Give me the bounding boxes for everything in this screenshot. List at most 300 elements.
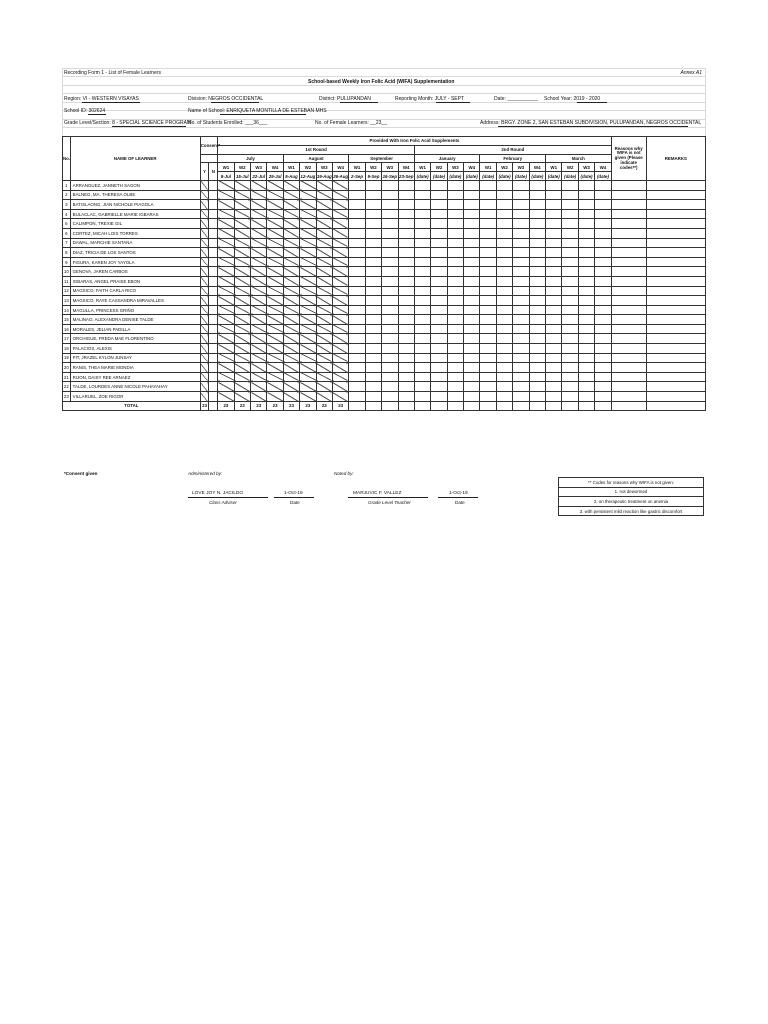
date-header: (date): [595, 172, 611, 181]
week-cell: [496, 267, 512, 277]
week-cell: [562, 267, 578, 277]
total-week-cell: 23: [300, 401, 316, 411]
week-cell: [562, 200, 578, 210]
reasons-header: Reasons why WIFA is not given (Please indicate codes**): [611, 137, 646, 181]
week-cell: [267, 305, 283, 315]
week-cell: [562, 315, 578, 325]
week-cell: [447, 248, 463, 258]
week-cell: [464, 324, 480, 334]
learner-no: 17: [63, 334, 71, 344]
week-cell: [332, 353, 348, 363]
week-cell: [234, 286, 250, 296]
adviser-date: 1-Oct-19: [284, 491, 303, 496]
week-cell: [283, 344, 299, 354]
week-cell: [234, 276, 250, 286]
week-cell: [546, 180, 562, 190]
week-cell: [464, 315, 480, 325]
learner-name: GENOVA, JAREN CARBOS: [70, 267, 200, 277]
week-cell: [431, 286, 447, 296]
total-week-cell: [349, 401, 365, 411]
week-cell: [300, 344, 316, 354]
date-header: (date): [496, 172, 512, 181]
week-cell: [316, 344, 332, 354]
total-week-cell: [595, 401, 611, 411]
week-cell: [464, 190, 480, 200]
week-cell: [529, 382, 545, 392]
week-cell: [578, 296, 594, 306]
week-cell: [447, 238, 463, 248]
consent-n-cell: [209, 200, 218, 210]
learner-name: DAWAL, MARCHIE SANTANA: [70, 238, 200, 248]
week-cell: [578, 372, 594, 382]
week-cell: [562, 190, 578, 200]
week-cell: [332, 296, 348, 306]
week-cell: [431, 209, 447, 219]
week-cell: [349, 372, 365, 382]
week-cell: [464, 267, 480, 277]
table-row: [63, 228, 706, 238]
week-cell: [562, 324, 578, 334]
reason-cell: [611, 286, 646, 296]
reason-cell: [611, 190, 646, 200]
week-cell: [464, 334, 480, 344]
week-cell: [529, 257, 545, 267]
week-cell: [316, 238, 332, 248]
week-cell: [398, 286, 414, 296]
week-cell: [414, 315, 430, 325]
week-cell: [267, 200, 283, 210]
learner-name: BULACLAC, GABRIELLE MARIE IGBARAS: [70, 209, 200, 219]
week-cell: [464, 363, 480, 373]
week-cell: [365, 286, 381, 296]
consent-check-cell: [200, 238, 209, 248]
week-cell: [316, 305, 332, 315]
week-cell: [382, 392, 398, 402]
week-cell: [234, 363, 250, 373]
week-cell: [447, 219, 463, 229]
week-cell: [414, 238, 430, 248]
week-cell: [218, 200, 234, 210]
week-cell: [382, 382, 398, 392]
week-cell: [382, 315, 398, 325]
reason-cell: [611, 267, 646, 277]
week-cell: [447, 190, 463, 200]
week-header: W3: [251, 163, 267, 172]
consent-n-cell: [209, 238, 218, 248]
consent-check-cell: [200, 267, 209, 277]
week-cell: [464, 353, 480, 363]
week-cell: [234, 219, 250, 229]
week-cell: [562, 363, 578, 373]
week-cell: [496, 219, 512, 229]
learner-no: 7: [63, 238, 71, 248]
week-cell: [496, 228, 512, 238]
week-cell: [283, 200, 299, 210]
table-row: [63, 305, 706, 315]
week-cell: [382, 209, 398, 219]
week-cell: [332, 315, 348, 325]
annex-label: Annex A1: [680, 70, 702, 76]
consent-n-cell: [209, 372, 218, 382]
school-name-field: Name of School: ENRIQUETA MONTILLA DE ESTEBAN MHS: [188, 108, 327, 114]
week-cell: [218, 344, 234, 354]
week-cell: [398, 219, 414, 229]
week-cell: [447, 209, 463, 219]
consent-n-cell: [209, 315, 218, 325]
week-cell: [300, 228, 316, 238]
week-cell: [431, 257, 447, 267]
week-cell: [218, 392, 234, 402]
week-cell: [578, 209, 594, 219]
week-cell: [578, 353, 594, 363]
week-cell: [349, 324, 365, 334]
week-header: W2: [496, 163, 512, 172]
week-cell: [398, 363, 414, 373]
remarks-cell: [646, 209, 705, 219]
week-cell: [496, 324, 512, 334]
total-label: TOTAL: [63, 401, 201, 411]
week-cell: [234, 200, 250, 210]
table-row: [63, 286, 706, 296]
week-cell: [382, 180, 398, 190]
consent-n-cell: [209, 392, 218, 402]
consent-check-cell: [200, 382, 209, 392]
codes-title: ** Codes for reasons why WIFA is not given:: [559, 478, 704, 488]
week-cell: [546, 267, 562, 277]
total-week-cell: [546, 401, 562, 411]
week-cell: [316, 228, 332, 238]
week-cell: [529, 238, 545, 248]
week-cell: [496, 238, 512, 248]
learner-no: 16: [63, 324, 71, 334]
week-cell: [300, 392, 316, 402]
week-cell: [578, 180, 594, 190]
week-cell: [218, 305, 234, 315]
month-august: August: [283, 154, 349, 163]
week-cell: [496, 296, 512, 306]
week-cell: [349, 200, 365, 210]
learner-name: BATISLAONG, JIAN NICHOLE PIAGOLA: [70, 200, 200, 210]
codes-box: [558, 477, 704, 516]
week-cell: [267, 382, 283, 392]
total-week-cell: [365, 401, 381, 411]
date-header: 23-Sep: [399, 173, 414, 179]
table-row: [63, 257, 706, 267]
form-sheet: [62, 68, 706, 518]
date-header: 9-Sep: [365, 172, 381, 181]
learner-no: 8: [63, 248, 71, 258]
provided-header: Provided With Iron Folic Acid Supplements: [218, 137, 611, 146]
week-cell: [546, 276, 562, 286]
week-cell: [447, 324, 463, 334]
week-cell: [349, 257, 365, 267]
week-cell: [578, 267, 594, 277]
learner-name: MAGSICO, RAYE CASSANDRA MIRAVALLES: [70, 296, 200, 306]
week-cell: [480, 372, 496, 382]
week-cell: [398, 296, 414, 306]
remarks-cell: [646, 180, 705, 190]
week-cell: [283, 363, 299, 373]
date-header: (date): [431, 172, 447, 181]
week-cell: [300, 382, 316, 392]
week-cell: [382, 372, 398, 382]
week-cell: [414, 209, 430, 219]
week-cell: [496, 353, 512, 363]
week-cell: [349, 296, 365, 306]
week-cell: [316, 276, 332, 286]
week-cell: [300, 334, 316, 344]
table-row: [63, 324, 706, 334]
table-row: [63, 334, 706, 344]
learner-name: PALACIOS, ALEXIS: [70, 344, 200, 354]
week-cell: [365, 276, 381, 286]
consent-check-cell: [200, 190, 209, 200]
consent-check-cell: [200, 209, 209, 219]
week-header: W1: [218, 163, 234, 172]
week-cell: [578, 200, 594, 210]
date-header: 8-Jul: [218, 172, 234, 181]
week-cell: [234, 372, 250, 382]
week-cell: [267, 286, 283, 296]
learner-no: 21: [63, 372, 71, 382]
week-cell: [513, 344, 529, 354]
remarks-cell: [646, 238, 705, 248]
week-cell: [431, 392, 447, 402]
week-cell: [595, 228, 611, 238]
week-cell: [496, 372, 512, 382]
week-cell: [332, 334, 348, 344]
reason-cell: [611, 296, 646, 306]
week-cell: [398, 315, 414, 325]
week-cell: [464, 228, 480, 238]
week-cell: [300, 180, 316, 190]
week-cell: [267, 257, 283, 267]
week-cell: [234, 228, 250, 238]
teacher-name: MARJUVIC F. VALLEZ: [353, 491, 402, 496]
week-cell: [496, 276, 512, 286]
date-header: (date): [513, 172, 529, 181]
date-header: (date): [529, 172, 545, 181]
week-cell: [414, 200, 430, 210]
week-cell: [480, 315, 496, 325]
table-row: [63, 315, 706, 325]
learner-name: BALNEG, MA. THERESA OLBE: [70, 190, 200, 200]
week-cell: [398, 257, 414, 267]
week-cell: [332, 382, 348, 392]
consent-n-cell: [209, 363, 218, 373]
week-cell: [349, 248, 365, 258]
date-header: (date): [562, 172, 578, 181]
week-cell: [398, 228, 414, 238]
week-cell: [365, 238, 381, 248]
week-cell: [480, 353, 496, 363]
week-cell: [398, 209, 414, 219]
reason-cell: [611, 392, 646, 402]
week-cell: [546, 200, 562, 210]
week-cell: [529, 286, 545, 296]
total-week-cell: [414, 401, 430, 411]
week-cell: [414, 190, 430, 200]
week-cell: [595, 315, 611, 325]
week-cell: [283, 286, 299, 296]
week-cell: [595, 276, 611, 286]
week-cell: [513, 353, 529, 363]
table-row: [63, 219, 706, 229]
week-cell: [562, 209, 578, 219]
week-cell: [546, 286, 562, 296]
reason-cell: [611, 257, 646, 267]
reason-cell: [611, 372, 646, 382]
week-cell: [595, 344, 611, 354]
week-cell: [300, 209, 316, 219]
table-row: [63, 200, 706, 210]
week-cell: [447, 334, 463, 344]
learner-name: DIAZ, TRICIA DE LOS SANTOS: [70, 248, 200, 258]
table-row: [63, 267, 706, 277]
week-cell: [464, 276, 480, 286]
division-field: Division: NEGROS OCCIDENTAL: [188, 96, 264, 102]
week-cell: [365, 296, 381, 306]
reason-cell: [611, 305, 646, 315]
week-cell: [513, 257, 529, 267]
week-cell: [414, 334, 430, 344]
week-cell: [447, 276, 463, 286]
week-cell: [529, 180, 545, 190]
week-cell: [464, 238, 480, 248]
week-cell: [251, 392, 267, 402]
week-cell: [414, 305, 430, 315]
week-cell: [251, 382, 267, 392]
week-cell: [562, 353, 578, 363]
week-cell: [480, 257, 496, 267]
week-cell: [382, 276, 398, 286]
learner-no: 9: [63, 257, 71, 267]
reason-cell: [611, 180, 646, 190]
table-row: [63, 180, 706, 190]
learner-no: 23: [63, 392, 71, 402]
week-cell: [496, 286, 512, 296]
week-cell: [283, 180, 299, 190]
consent-check-cell: [200, 305, 209, 315]
week-cell: [300, 276, 316, 286]
week-cell: [414, 324, 430, 334]
consent-n-cell: [209, 305, 218, 315]
week-cell: [578, 344, 594, 354]
week-cell: [300, 324, 316, 334]
week-cell: [349, 209, 365, 219]
total-row: [63, 401, 706, 411]
table-row: [63, 276, 706, 286]
week-cell: [316, 324, 332, 334]
reason-cell: [611, 238, 646, 248]
week-cell: [398, 238, 414, 248]
reason-cell: [611, 315, 646, 325]
week-cell: [513, 372, 529, 382]
week-cell: [513, 209, 529, 219]
table-row: [63, 392, 706, 402]
remarks-cell: [646, 334, 705, 344]
date-header: 29-Jul: [268, 173, 282, 179]
consent-check-cell: [200, 257, 209, 267]
week-cell: [398, 200, 414, 210]
week-cell: [578, 305, 594, 315]
remarks-cell: [646, 315, 705, 325]
round1-header: 1st Round: [218, 145, 415, 154]
week-cell: [267, 219, 283, 229]
consent-check-cell: [200, 324, 209, 334]
remarks-cell: [646, 353, 705, 363]
week-cell: [595, 200, 611, 210]
week-cell: [267, 190, 283, 200]
week-cell: [546, 344, 562, 354]
week-cell: [464, 305, 480, 315]
week-cell: [349, 286, 365, 296]
week-cell: [529, 315, 545, 325]
week-cell: [464, 286, 480, 296]
reason-cell: [611, 276, 646, 286]
week-cell: [431, 344, 447, 354]
remarks-cell: [646, 392, 705, 402]
week-cell: [267, 276, 283, 286]
week-cell: [513, 334, 529, 344]
week-cell: [218, 324, 234, 334]
week-cell: [529, 296, 545, 306]
week-cell: [496, 248, 512, 258]
week-cell: [283, 257, 299, 267]
administered-by-label: Administered by:: [188, 471, 223, 476]
learner-no: 10: [63, 267, 71, 277]
week-cell: [234, 248, 250, 258]
week-header: W4: [267, 163, 283, 172]
date-header: 5-Aug: [285, 173, 298, 179]
table-row: [63, 190, 706, 200]
week-cell: [513, 228, 529, 238]
week-cell: [431, 334, 447, 344]
week-cell: [267, 209, 283, 219]
week-cell: [332, 248, 348, 258]
week-cell: [283, 324, 299, 334]
week-cell: [480, 324, 496, 334]
week-cell: [349, 363, 365, 373]
week-cell: [414, 228, 430, 238]
week-cell: [218, 228, 234, 238]
week-cell: [595, 180, 611, 190]
week-cell: [218, 190, 234, 200]
week-cell: [234, 180, 250, 190]
total-week-cell: 23: [251, 401, 267, 411]
week-cell: [218, 334, 234, 344]
week-cell: [300, 296, 316, 306]
week-cell: [398, 372, 414, 382]
week-cell: [382, 334, 398, 344]
consent-n-cell: [209, 353, 218, 363]
reporting-month-field: Reporting Month: JULY - SEPT: [395, 96, 465, 102]
consent-n-cell: [209, 180, 218, 190]
consent-check-cell: [200, 296, 209, 306]
week-cell: [300, 238, 316, 248]
reason-cell: [611, 363, 646, 373]
learner-table: [62, 136, 706, 411]
week-cell: [332, 372, 348, 382]
school-id-field: School ID: 302624: [64, 108, 106, 114]
consent-n-cell: [209, 267, 218, 277]
total-consent-n: [209, 401, 218, 411]
grade-section-field: Grade Level/Section: 8 - SPECIAL SCIENCE PROGRAM: [64, 120, 192, 126]
week-cell: [480, 209, 496, 219]
week-cell: [365, 392, 381, 402]
date-header: 16-Sep: [382, 173, 398, 179]
week-cell: [382, 190, 398, 200]
